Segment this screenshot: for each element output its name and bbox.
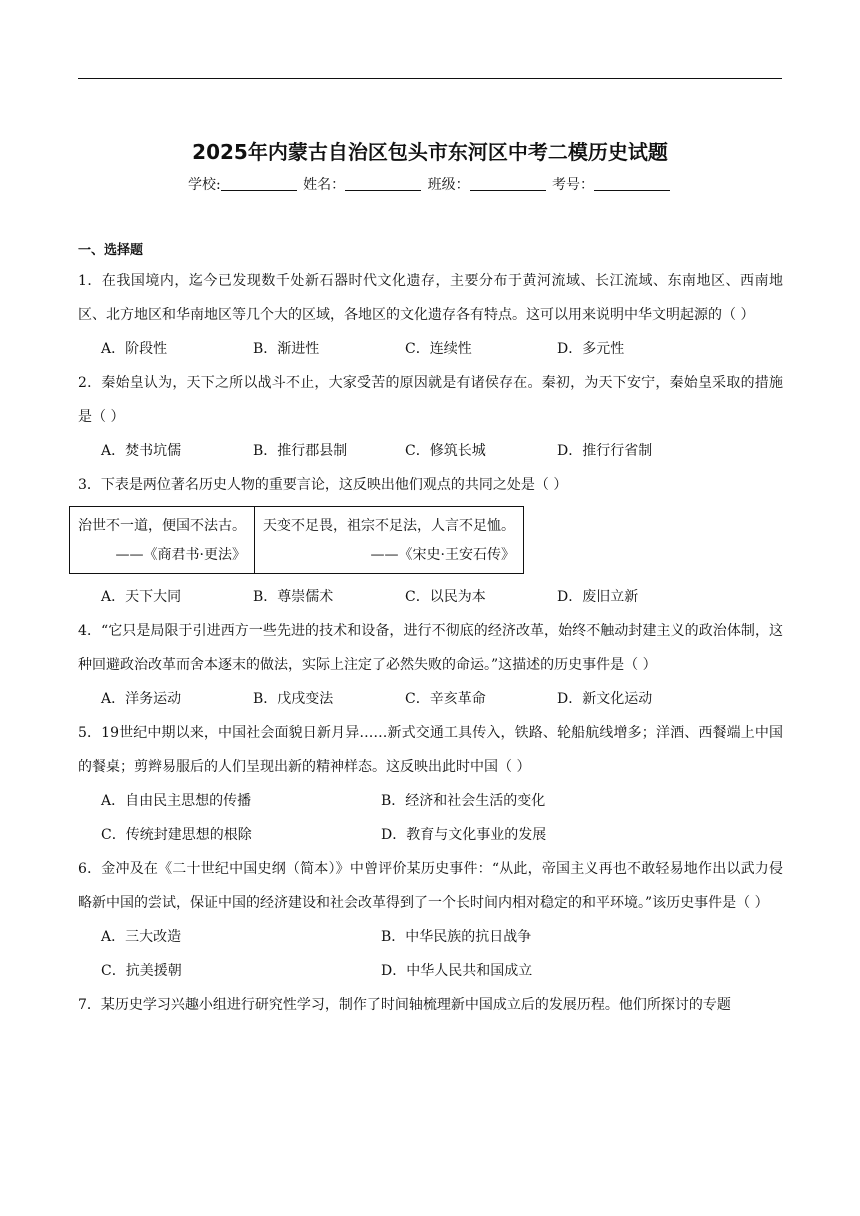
option-b: B．推行郡县制 [253, 443, 348, 459]
name-label: 姓名： [303, 177, 346, 193]
exam-content [78, 238, 783, 1022]
quote-text: 治世不一道，便国不法古。 [78, 518, 246, 534]
option-c: C．修筑长城 [405, 443, 486, 459]
quotes-table [69, 506, 524, 574]
quote-source: ——《宋史·王安石传》 [370, 547, 515, 563]
quote-source: ——《商君书·更法》 [115, 547, 246, 563]
option-d: D．教育与文化事业的发展 [381, 827, 547, 843]
option-d: D．废旧立新 [557, 589, 639, 605]
option-a: A．三大改造 [101, 929, 182, 945]
option-d: D．新文化运动 [557, 691, 653, 707]
option-c: C．以民为本 [405, 589, 486, 605]
option-c: C．辛亥革命 [405, 691, 486, 707]
question-6: 6．金冲及在《二十世纪中国史纲（简本）》中曾评价某历史事件：“从此，帝国主义再也不敢轻易地作出以武力侵略新中国的尝试，保证中国的经济建设和社会改革得到了一个长时间内相对稳定的和平环境。”该历史事件是（ ） [78, 861, 783, 911]
question-6-options-row-1 [78, 920, 783, 954]
option-a: A．阶段性 [101, 341, 168, 357]
question-3-options [78, 580, 783, 614]
option-b: B．渐进性 [253, 341, 320, 357]
question-2: 2．秦始皇认为，天下之所以战斗不止，大家受苦的原因就是有诸侯存在。秦初，为天下安宁，秦始皇采取的措施是（ ） [78, 375, 783, 425]
option-a: A．天下大同 [101, 589, 182, 605]
option-d: D．推行行省制 [557, 443, 653, 459]
option-a: A．洋务运动 [101, 691, 182, 707]
question-3: 3．下表是两位著名历史人物的重要言论，这反映出他们观点的共同之处是（ ） [78, 477, 568, 493]
question-5-options-row-2 [78, 818, 783, 852]
question-4-options [78, 682, 783, 716]
question-4: 4．“它只是局限于引进西方一些先进的技术和设备，进行不彻底的经济改革，始终不触动封建主义的政治体制，这种回避政治改革而舍本逐末的做法，实际上注定了必然失败的命运。”这描述的历史事件是（ ） [78, 623, 783, 673]
question-1: 1．在我国境内，迄今已发现数千处新石器时代文化遗存，主要分布于黄河流域、长江流域、东南地区、西南地区、北方地区和华南地区等几个大的区域，各地区的文化遗存各有特点。这可以用来说明中华文明起源的（ ） [78, 273, 783, 323]
option-d: D．中华人民共和国成立 [381, 963, 533, 979]
page-title: 2025年内蒙古自治区包头市东河区中考二模历史试题 [192, 140, 668, 164]
question-7: 7．某历史学习兴趣小组进行研究性学习，制作了时间轴梳理新中国成立后的发展历程。他们所探讨的专题 [78, 997, 731, 1013]
option-b: B．中华民族的抗日战争 [381, 929, 532, 945]
school-blank [221, 176, 297, 191]
option-c: C．连续性 [405, 341, 472, 357]
number-blank [594, 176, 670, 191]
question-5-options-row-1 [78, 784, 783, 818]
question-5: 5．19世纪中期以来，中国社会面貌日新月异……新式交通工具传入，铁路、轮船航线增多；洋酒、西餐端上中国的餐桌；剪辫易服后的人们呈现出新的精神样态。这反映出此时中国（ ） [78, 725, 783, 775]
option-c: C．抗美援朝 [101, 963, 182, 979]
question-2-options [78, 434, 783, 468]
quote-cell-1 [70, 507, 255, 574]
option-c: C．传统封建思想的根除 [101, 827, 252, 843]
option-b: B．经济和社会生活的变化 [381, 793, 546, 809]
quote-text: 天变不足畏，祖宗不足法，人言不足恤。 [263, 518, 515, 534]
option-d: D．多元性 [557, 341, 625, 357]
section-heading: 一、选择题 [78, 243, 144, 258]
option-b: B．戊戌变法 [253, 691, 334, 707]
student-info-line [0, 174, 860, 194]
question-1-options [78, 332, 783, 366]
quote-cell-2 [255, 507, 524, 574]
option-a: A．焚书坑儒 [101, 443, 182, 459]
option-b: B．尊崇儒术 [253, 589, 334, 605]
header-rule [78, 78, 782, 79]
class-label: 班级： [427, 177, 470, 193]
option-a: A．自由民主思想的传播 [101, 793, 252, 809]
question-6-options-row-2 [78, 954, 783, 988]
school-label: 学校: [187, 177, 221, 193]
class-blank [470, 176, 546, 191]
number-label: 考号： [552, 177, 595, 193]
name-blank [345, 176, 421, 191]
